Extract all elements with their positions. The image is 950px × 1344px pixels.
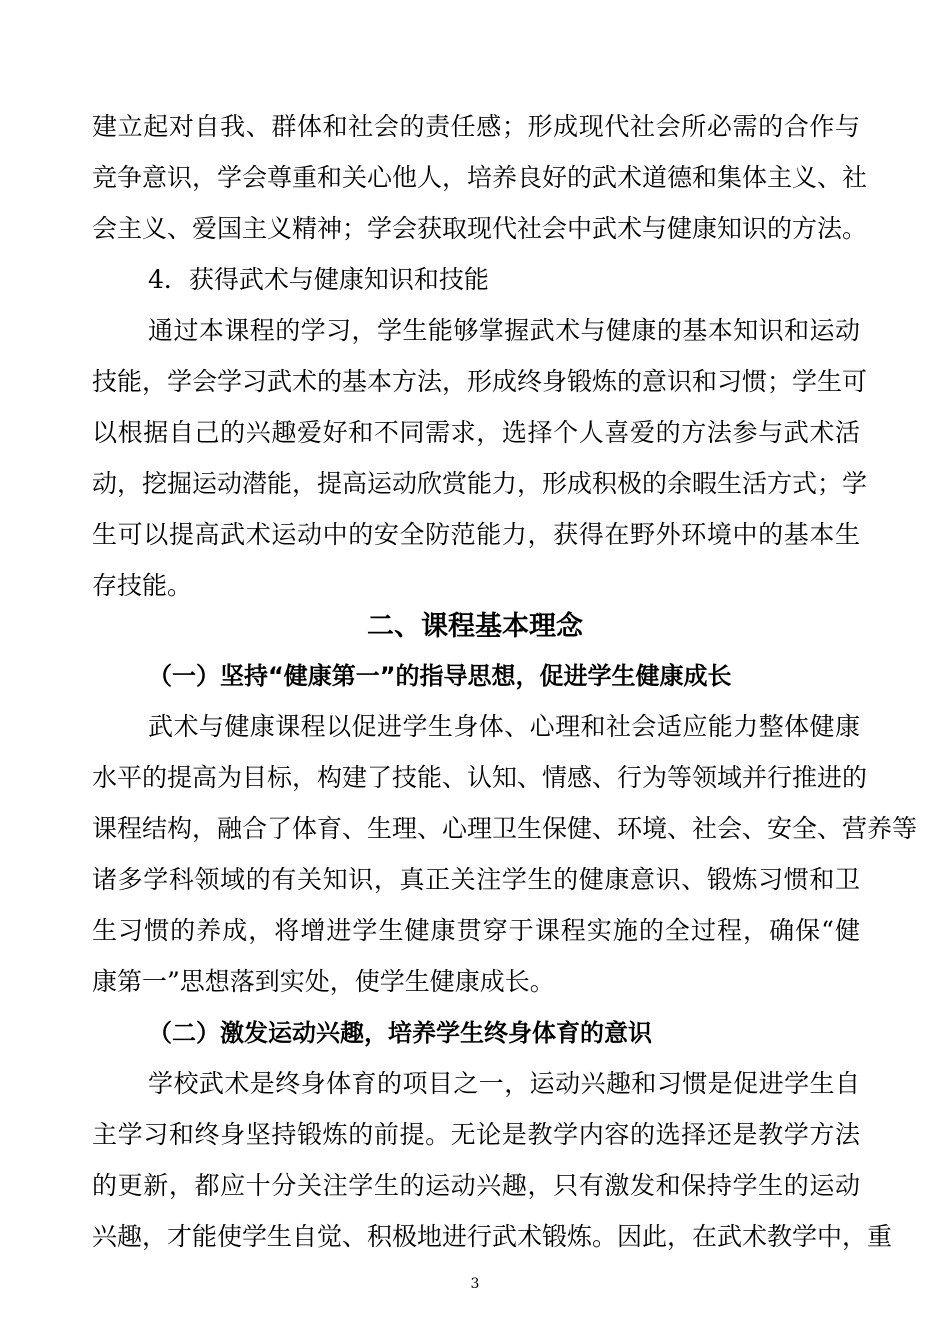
paragraph-line: 存技能。 bbox=[92, 571, 193, 600]
paragraph-line: 会主义、爱国主义精神；学会获取现代社会中武术与健康知识的方法。 bbox=[92, 214, 868, 243]
paragraph-line: 主学习和终身坚持锻炼的前提。无论是教学内容的选择还是教学方法 bbox=[92, 1120, 860, 1149]
paragraph-line: 技能，学会学习武术的基本方法，形成终身锻炼的意识和习惯；学生可 bbox=[92, 367, 868, 396]
paragraph-line: 水平的提高为目标，构建了技能、认知、情感、行为等领域并行推进的 bbox=[92, 763, 868, 792]
paragraph-line: 生习惯的养成，将增进学生健康贯穿于课程实施的全过程，确保“健 bbox=[92, 916, 860, 945]
paragraph-line: 通过本课程的学习，学生能够掌握武术与健康的基本知识和运动 bbox=[148, 316, 860, 345]
paragraph-line: 的更新，都应十分关注学生的运动兴趣，只有激发和保持学生的运动 bbox=[92, 1171, 860, 1200]
section-heading: 二、课程基本理念 bbox=[367, 611, 583, 642]
paragraph-line: 建立起对自我、群体和社会的责任感；形成现代社会所必需的合作与 bbox=[92, 112, 860, 141]
page-number: 3 bbox=[470, 1276, 480, 1292]
paragraph-line: 兴趣，才能使学生自觉、积极地进行武术锻炼。因此，在武术教学中，重 bbox=[92, 1222, 893, 1251]
subsection-heading-2: （二）激发运动兴趣，培养学生终身体育的意识 bbox=[148, 1019, 652, 1047]
paragraph-line: 竞争意识，学会尊重和关心他人，培养良好的武术道德和集体主义、社 bbox=[92, 163, 868, 192]
paragraph-line: 以根据自己的兴趣爱好和不同需求，选择个人喜爱的方法参与武术活 bbox=[92, 418, 860, 447]
paragraph-line: 学校武术是终身体育的项目之一，运动兴趣和习惯是促进学生自 bbox=[148, 1069, 860, 1098]
paragraph-line: 诸多学科领域的有关知识，真正关注学生的健康意识、锻炼习惯和卫 bbox=[92, 865, 860, 894]
paragraph-line: 课程结构，融合了体育、生理、心理卫生保健、环境、社会、安全、营养等 bbox=[92, 814, 918, 843]
paragraph-line: 动，挖掘运动潜能，提高运动欣赏能力，形成积极的余暇生活方式；学 bbox=[92, 469, 868, 498]
item-4-title: 4．获得武术与健康知识和技能 bbox=[148, 265, 489, 294]
paragraph-line: 武术与健康课程以促进学生身体、心理和社会适应能力整体健康 bbox=[148, 712, 860, 741]
paragraph-line: 康第一”思想落到实处，使学生健康成长。 bbox=[92, 967, 555, 996]
subsection-heading-1: （一）坚持“健康第一”的指导思想，促进学生健康成长 bbox=[148, 662, 732, 690]
paragraph-line: 生可以提高武术运动中的安全防范能力，获得在野外环境中的基本生 bbox=[92, 520, 860, 549]
